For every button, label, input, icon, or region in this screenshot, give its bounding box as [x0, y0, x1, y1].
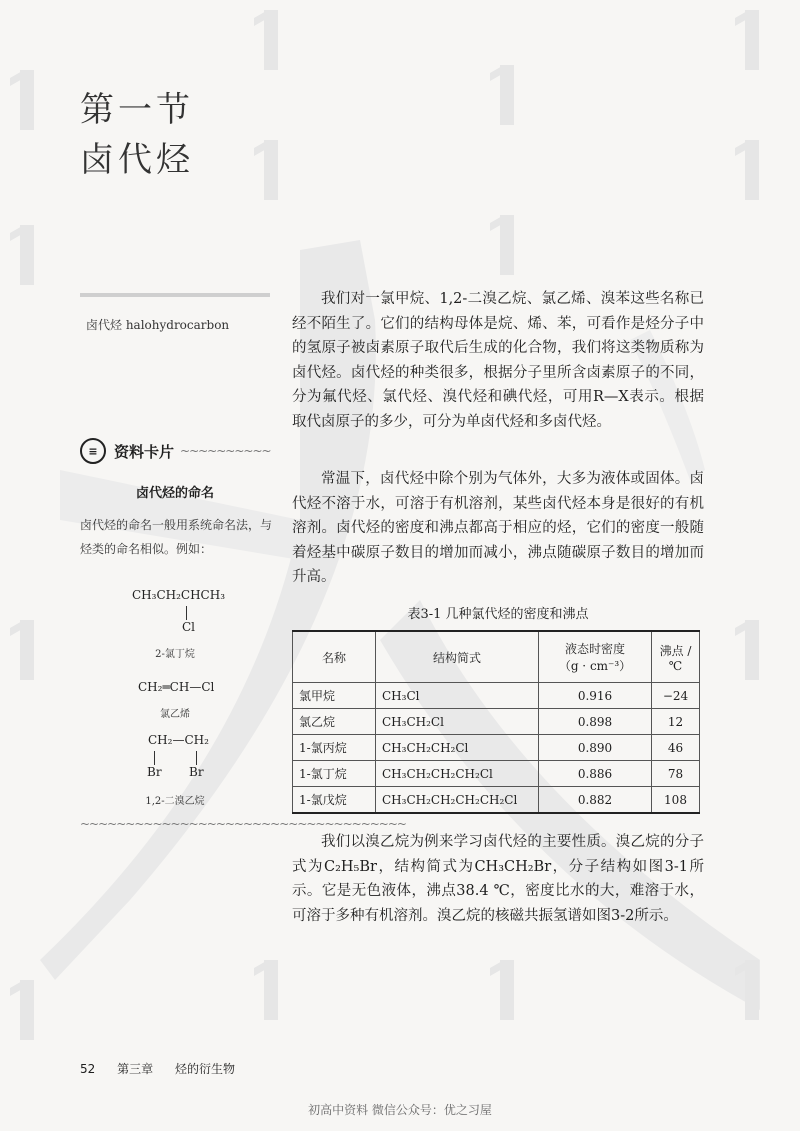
cell-name: 1-氯丁烷	[293, 761, 376, 787]
header-density	[539, 631, 652, 683]
cell-boiling-point: 46	[652, 735, 700, 761]
chapter-label: 第三章	[117, 1062, 154, 1076]
example-substituent-3b: Br	[189, 765, 204, 779]
example-substituent-1: Cl	[182, 620, 196, 634]
table-row	[293, 735, 700, 761]
header-formula: 结构简式	[376, 631, 539, 683]
bond-line	[154, 751, 155, 765]
info-card-text: 卤代烃的命名一般用系统命名法，与烃类的命名相似。例如：	[80, 518, 273, 556]
bottom-note: 初高中资料 微信公众号：优之习屋	[308, 1103, 492, 1117]
cell-density: 0.890	[539, 735, 652, 761]
cell-name: 1-氯戊烷	[293, 787, 376, 814]
example-formula-2: CH₂═CH—Cl	[138, 680, 215, 694]
bond-line	[186, 606, 187, 620]
watermark-mark	[745, 140, 759, 200]
watermark-mark	[20, 225, 34, 285]
section-title	[80, 85, 194, 185]
table-row	[293, 761, 700, 787]
cell-name: 氯乙烷	[293, 709, 376, 735]
wavy-divider: ~~~~~~~~~~	[180, 444, 271, 458]
watermark-mark	[500, 65, 514, 125]
cell-boiling-point: 12	[652, 709, 700, 735]
info-card-label: 资料卡片	[114, 442, 175, 461]
table-header-row	[293, 631, 700, 683]
paragraph-intro: 我们对一氯甲烷、1,2-二溴乙烷、氯乙烯、溴苯这些名称已经不陌生了。它们的结构母体是烷、烯、苯，可看作是烃分子中的氢原子被卤素原子取代后生成的化合物，我们将这类物质称为卤代烃。卤代烃的种类很多，根据分子里所含卤素原子的不同，分为氟代烃、氯代烃、溴代烃和碘代烃，可用R—X表示。根据取代卤原子的多少，可分为单卤代烃和多卤代烃。	[292, 291, 704, 430]
watermark-mark	[264, 960, 278, 1020]
example-formula-3: CH₂—CH₂	[148, 733, 209, 747]
watermark-mark	[264, 140, 278, 200]
cell-name: 1-氯丙烷	[293, 735, 376, 761]
watermark-mark	[500, 960, 514, 1020]
bond-line	[196, 751, 197, 765]
watermark-mark	[500, 215, 514, 275]
cell-formula: CH₃CH₂CH₂CH₂CH₂Cl	[376, 787, 539, 814]
example-name-2: 氯乙烯	[160, 709, 190, 720]
page-number: 52	[80, 1062, 96, 1076]
watermark-mark	[20, 980, 34, 1040]
watermark-mark	[20, 620, 34, 680]
page-footer	[80, 1060, 253, 1077]
info-card-title: 卤代烃的命名	[135, 486, 214, 501]
cell-density: 0.898	[539, 709, 652, 735]
section-number: 第一节	[80, 90, 194, 130]
header-boiling-point: 沸点 / ℃	[652, 631, 700, 683]
watermark-mark	[745, 620, 759, 680]
paragraph-bromoethane: 我们以溴乙烷为例来学习卤代烃的主要性质。溴乙烷的分子式为C₂H₅Br，结构简式为CH₃CH₂Br，分子结构如图3-1所示。它是无色液体，沸点38.4 ℃，密度比水的大，难溶于水，可溶于多种有机溶剂。溴乙烷的核磁共振氢谱如图3-2所示。	[292, 834, 704, 924]
table-row	[293, 787, 700, 814]
cell-density: 0.882	[539, 787, 652, 814]
data-table	[292, 630, 700, 814]
wavy-divider: ~~~~~~~~~~~~~~~~~~~~~~~~~~~~~~~~~~~~	[80, 817, 406, 831]
cell-name: 氯甲烷	[293, 683, 376, 709]
cell-density: 0.886	[539, 761, 652, 787]
header-density-label: 液态时密度	[564, 642, 625, 656]
table-caption: 表3-1 几种氯代烃的密度和沸点	[407, 607, 589, 622]
cell-formula: CH₃CH₂CH₂Cl	[376, 735, 539, 761]
watermark-mark	[745, 960, 759, 1020]
example-name-1: 2-氯丁烷	[155, 649, 195, 660]
paragraph-properties: 常温下，卤代烃中除个别为气体外，大多为液体或固体。卤代烃不溶于水，可溶于有机溶剂，某些卤代烃本身是很好的有机溶剂。卤代烃的密度和沸点都高于相应的烃，它们的密度一般随着烃基中碳原子数目的增加而减小，沸点随碳原子数目的增加而升高。	[292, 471, 704, 585]
watermark-mark	[264, 10, 278, 70]
cell-boiling-point: 108	[652, 787, 700, 814]
watermark-mark	[745, 10, 759, 70]
example-name-3: 1,2-二溴乙烷	[145, 796, 205, 807]
example-formula-1: CH₃CH₂CHCH₃	[132, 588, 226, 602]
table-row	[293, 709, 700, 735]
cell-formula: CH₃CH₂Cl	[376, 709, 539, 735]
header-density-unit: （g · cm⁻³）	[558, 659, 632, 673]
chapter-title: 烃的衍生物	[174, 1062, 235, 1076]
margin-term: 卤代烃 halohydrocarbon	[86, 318, 230, 332]
section-name: 卤代烃	[80, 140, 194, 180]
example-substituent-3a: Br	[147, 765, 162, 779]
document-icon: ≡	[80, 438, 106, 464]
table-row	[293, 683, 700, 709]
info-card-header	[80, 438, 271, 464]
cell-formula: CH₃Cl	[376, 683, 539, 709]
header-name: 名称	[293, 631, 376, 683]
margin-rule	[80, 293, 270, 297]
cell-density: 0.916	[539, 683, 652, 709]
watermark-mark	[20, 70, 34, 130]
cell-boiling-point: −24	[652, 683, 700, 709]
cell-boiling-point: 78	[652, 761, 700, 787]
cell-formula: CH₃CH₂CH₂CH₂Cl	[376, 761, 539, 787]
